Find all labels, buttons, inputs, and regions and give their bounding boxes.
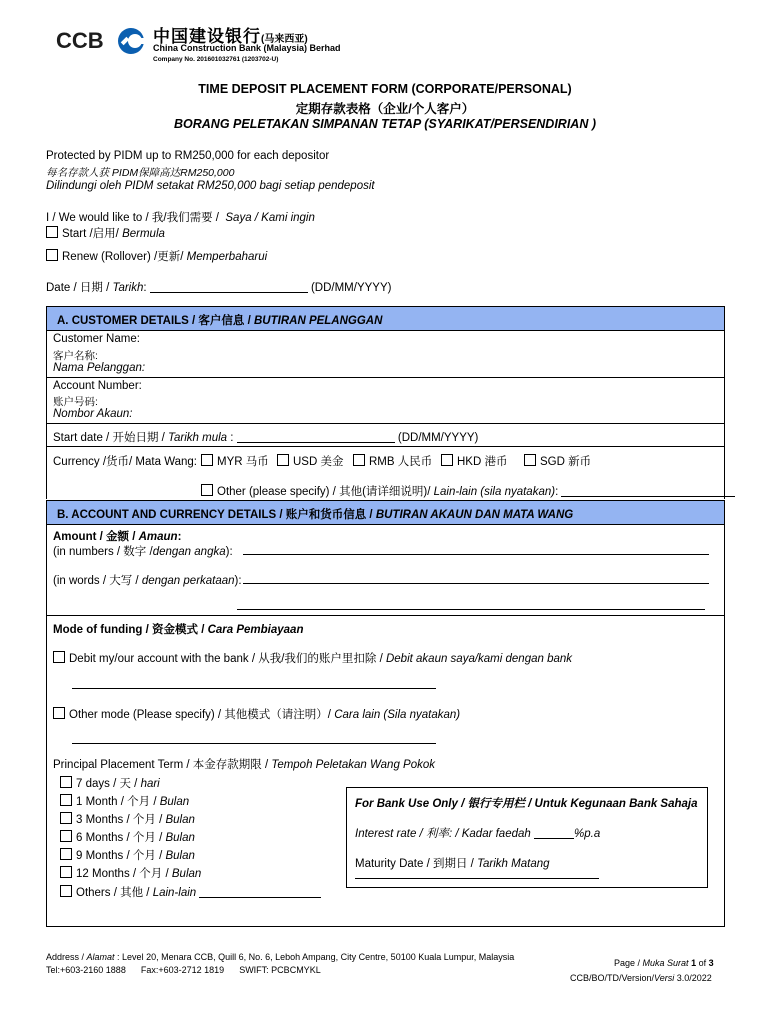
funding-other-label: Other mode (Please specify) / 其他模式（请注明）/	[69, 709, 335, 721]
swift-text: SWIFT: PCBCMYKL	[239, 965, 321, 975]
term-others-field[interactable]	[199, 897, 321, 898]
renew-label: Renew (Rollover) /更新/	[62, 251, 184, 263]
date-format: (DD/MM/YYYY)	[310, 282, 392, 294]
in-words-label: (in words / 大写 /	[53, 575, 142, 587]
interest-rate-row	[355, 825, 600, 841]
term-7-days[interactable]	[60, 775, 160, 791]
amount-numbers-field[interactable]	[243, 542, 709, 555]
renew-label-my: Memperbaharui	[186, 251, 268, 263]
section-b-header	[46, 500, 725, 525]
currency-myr-checkbox[interactable]	[201, 454, 213, 466]
bank-name-en: China Construction Bank (Malaysia) Berhad	[153, 43, 341, 53]
customer-name-divider	[46, 377, 725, 378]
currency-usd[interactable]	[277, 453, 343, 469]
bank-use-box	[346, 787, 708, 888]
term-1-month-label: 1 Month / 个月 /	[76, 796, 160, 808]
term-others-label: Others / 其他 /	[76, 887, 153, 899]
term-others-checkbox[interactable]	[60, 885, 72, 897]
amount-divider	[46, 615, 725, 616]
currency-hkd[interactable]	[441, 453, 507, 469]
date-label-my: Tarikh	[112, 282, 144, 294]
funding-other-label-my: Cara lain (Sila nyatakan)	[334, 709, 461, 721]
account-no-divider	[46, 423, 725, 424]
currency-other-label-my: Lain-lain (sila nyatakan)	[433, 486, 556, 498]
term-others[interactable]	[60, 884, 321, 900]
pidm-en: Protected by PIDM up to RM250,000 for each depositor	[46, 150, 330, 162]
tel-text: Tel:+603-2160 1888	[46, 965, 126, 975]
amount-words-field[interactable]	[243, 571, 709, 584]
funding-debit-label-my: Debit akaun saya/kami dengan bank	[385, 653, 573, 665]
term-3-months-checkbox[interactable]	[60, 812, 72, 824]
start-date-format: (DD/MM/YYYY)	[397, 432, 479, 444]
currency-hkd-checkbox[interactable]	[441, 454, 453, 466]
currency-usd-label: USD 美金	[293, 456, 344, 468]
section-a-title-my: BUTIRAN PELANGGAN	[254, 315, 383, 327]
account-no-cn: 账户号码:	[53, 396, 98, 408]
funding-debit-option[interactable]	[53, 650, 572, 666]
funding-other-checkbox[interactable]	[53, 707, 65, 719]
term-title-my: Tempoh Peletakan Wang Pokok	[271, 759, 436, 771]
title-cn: 定期存款表格（企业/个人客户）	[295, 102, 475, 116]
start-option[interactable]	[46, 225, 165, 241]
start-date-divider	[46, 446, 725, 447]
intent-label-text: I / We would like to / 我/我们需要 /	[46, 212, 219, 224]
currency-rmb-label: RMB 人民币	[369, 456, 433, 468]
funding-other-option[interactable]	[53, 706, 460, 722]
currency-other[interactable]: Other (please specify) / 其他(请详细说明)/ Lain-lain (sila nyatakan):	[201, 483, 735, 499]
term-3-months-my: Bulan	[165, 814, 195, 826]
bank-use-title: For Bank Use Only / 银行专用栏 / Untuk Kegunaan Bank Sahaja	[355, 798, 698, 810]
section-b-bottom-border	[46, 926, 725, 927]
maturity-label: Maturity Date / 到期日 /	[355, 858, 478, 870]
term-title	[53, 756, 435, 772]
interest-rate-label: Interest rate / 利率: / Kadar faedah	[355, 828, 531, 840]
version-text	[570, 973, 712, 983]
pidm-my: Dilindungi oleh PIDM setakat RM250,000 bagi setiap pendeposit	[46, 180, 375, 192]
section-a-left-border	[46, 331, 47, 499]
section-b-title	[57, 506, 573, 522]
term-1-month[interactable]	[60, 793, 189, 809]
footer-contact	[46, 965, 321, 975]
address-label: Address /	[46, 952, 87, 962]
section-a-header	[46, 306, 725, 331]
section-b-title-text: B. ACCOUNT AND CURRENCY DETAILS / 账户和货币信息 /	[57, 509, 376, 521]
maturity-label-my: Tarikh Matang	[477, 858, 550, 870]
page-num: 1	[688, 958, 697, 968]
page-total: 3	[708, 958, 714, 968]
in-words-label-my: dengan perkataan	[141, 575, 235, 587]
currency-other-label: Other (please specify) / 其他(请详细说明)/	[217, 486, 434, 498]
ccb-logo-icon	[116, 26, 146, 56]
currency-sgd[interactable]	[524, 453, 591, 469]
currency-rmb[interactable]	[353, 453, 432, 469]
term-title-text: Principal Placement Term / 本金存款期限 /	[53, 759, 272, 771]
term-6-months-label: 6 Months / 个月 /	[76, 832, 166, 844]
funding-debit-label: Debit my/our account with the bank / 从我/我们的账户里扣除 /	[69, 653, 386, 665]
term-3-months[interactable]	[60, 811, 195, 827]
currency-sgd-checkbox[interactable]	[524, 454, 536, 466]
title-my: BORANG PELETAKAN SIMPANAN TETAP (SYARIKAT/PERSENDIRIAN )	[174, 117, 596, 131]
version-label-my: Versi	[654, 973, 675, 983]
date-row: Date / 日期 / Tarikh: (DD/MM/YYYY)	[46, 282, 392, 294]
currency-label: Currency /货币/ Mata Wang:	[53, 456, 198, 468]
start-date-label: Start date / 开始日期 /	[53, 432, 169, 444]
term-7-days-checkbox[interactable]	[60, 776, 72, 788]
currency-rmb-checkbox[interactable]	[353, 454, 365, 466]
term-1-month-checkbox[interactable]	[60, 794, 72, 806]
pidm-cn: 每名存款人获 PIDM保障高达RM250,000	[46, 167, 235, 179]
intent-label-my: Saya / Kami ingin	[225, 212, 315, 224]
date-label: Date / 日期 /	[46, 282, 113, 294]
term-12-months[interactable]	[60, 865, 201, 881]
amount-words-row: (in words / 大写 / dengan perkataan):	[53, 575, 242, 587]
fax-text: Fax:+603-2712 1819	[140, 965, 225, 975]
start-label-my: Bermula	[122, 228, 165, 240]
term-6-months[interactable]	[60, 829, 195, 845]
currency-myr[interactable]	[201, 453, 269, 469]
renew-checkbox[interactable]	[46, 249, 58, 261]
start-date-row: Start date / 开始日期 / Tarikh mula : (DD/MM/YYYY)	[53, 432, 479, 444]
title-en: TIME DEPOSIT PLACEMENT FORM (CORPORATE/PERSONAL)	[198, 82, 572, 96]
funding-title-text: Mode of funding / 资金模式 /	[53, 624, 208, 636]
customer-name-en: Customer Name:	[53, 333, 140, 345]
page-label: Page /	[614, 958, 643, 968]
currency-sgd-label: SGD 新币	[540, 456, 592, 468]
term-6-months-checkbox[interactable]	[60, 830, 72, 842]
account-no-my: Nombor Akaun:	[53, 408, 133, 420]
footer-address	[46, 952, 514, 962]
funding-debit-field[interactable]	[72, 678, 436, 689]
term-6-months-my: Bulan	[165, 832, 195, 844]
section-b-title-my: BUTIRAN AKAUN DAN MATA WANG	[375, 509, 574, 521]
renew-option[interactable]	[46, 248, 267, 264]
company-no: Company No. 201601032761 (1203702-U)	[153, 56, 279, 63]
term-12-months-checkbox[interactable]	[60, 866, 72, 878]
interest-rate-unit: %p.a	[574, 828, 601, 840]
address-text: : Level 20, Menara CCB, Quill 6, No. 6, Leboh Ampang, City Centre, 50100 Kuala Lumpur, Malaysia	[114, 952, 515, 962]
term-9-months[interactable]	[60, 847, 195, 863]
amount-label-text: Amount / 金额 /	[53, 531, 139, 543]
date-field[interactable]	[150, 292, 308, 293]
address-label-my: Alamat	[86, 952, 115, 962]
version-num: 3.0/2022	[674, 973, 712, 983]
currency-other-checkbox[interactable]	[201, 484, 213, 496]
page-number	[614, 958, 714, 968]
amount-numbers-row: (in numbers / 数字 /dengan angka):	[53, 546, 233, 558]
funding-other-field[interactable]	[72, 733, 436, 744]
term-12-months-my: Bulan	[171, 868, 202, 880]
section-b-right-border	[724, 525, 725, 926]
in-numbers-label: (in numbers / 数字 /	[53, 546, 153, 558]
intent-label	[46, 209, 315, 225]
currency-myr-label: MYR 马币	[217, 456, 269, 468]
interest-rate-field[interactable]	[534, 838, 574, 839]
currency-other-field[interactable]	[561, 496, 735, 497]
logo-text: CCB	[56, 28, 104, 53]
amount-words-field-2[interactable]	[237, 597, 705, 610]
currency-hkd-label: HKD 港币	[457, 456, 508, 468]
start-label: Start /启用/	[62, 228, 119, 240]
section-a-right-border	[724, 331, 725, 499]
amount-label-my: Amaun	[138, 531, 178, 543]
term-3-months-label: 3 Months / 个月 /	[76, 814, 166, 826]
term-7-days-my: hari	[140, 778, 160, 790]
section-a-title	[57, 312, 382, 328]
version-label: CCB/BO/TD/Version/	[570, 973, 655, 983]
term-1-month-my: Bulan	[159, 796, 190, 808]
section-a-title-text: A. CUSTOMER DETAILS / 客户信息 /	[57, 315, 254, 327]
funding-title	[53, 621, 303, 637]
maturity-field[interactable]	[355, 868, 599, 879]
customer-name-my: Nama Pelanggan:	[53, 362, 146, 374]
term-9-months-my: Bulan	[165, 850, 195, 862]
start-checkbox[interactable]	[46, 226, 58, 238]
bank-name-cn-text: 中国建设银行	[153, 27, 261, 46]
page-of: of	[696, 958, 709, 968]
term-7-days-label: 7 days / 天 /	[76, 778, 141, 790]
term-12-months-label: 12 Months / 个月 /	[76, 868, 172, 880]
funding-title-my: Cara Pembiayaan	[207, 624, 304, 636]
term-9-months-label: 9 Months / 个月 /	[76, 850, 166, 862]
account-no-en: Account Number:	[53, 380, 142, 392]
customer-name-cn: 客户名称:	[53, 350, 98, 362]
in-numbers-label-my: dengan angka	[152, 546, 226, 558]
start-date-label-my: Tarikh mula	[168, 432, 228, 444]
currency-usd-checkbox[interactable]	[277, 454, 289, 466]
term-others-my: Lain-lain	[152, 887, 197, 899]
page-label-my: Muka Surat	[642, 958, 689, 968]
section-b-left-border	[46, 525, 47, 926]
term-9-months-checkbox[interactable]	[60, 848, 72, 860]
funding-debit-checkbox[interactable]	[53, 651, 65, 663]
amount-label: Amount / 金额 / Amaun:	[53, 531, 182, 543]
start-date-field[interactable]	[237, 442, 395, 443]
bank-region-cn-text: (马来西亚)	[261, 34, 308, 45]
